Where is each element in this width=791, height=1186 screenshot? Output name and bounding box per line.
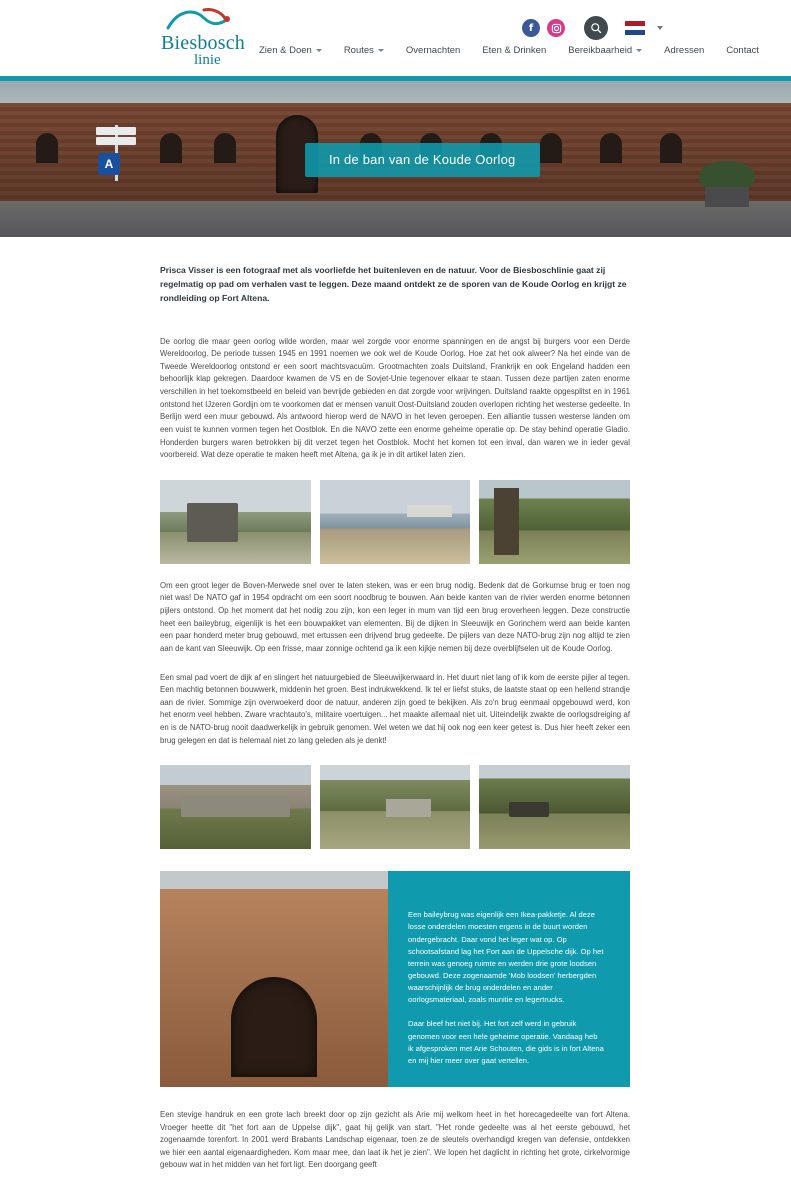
language-chevron-down-icon[interactable]	[657, 26, 663, 30]
article-paragraph-3: Een smal pad voert de dijk af en slingert het natuurgebied de Sleeuwijkerwaard in. Het duurt niet lang of ik kom de eerste pijler al tegen. Een machtig betonnen bouwwerk, middenin het groen. Best indrukwekkend. Ik tel er liefst stuks, de laatste staat op een hellend strandje aan de rivier. Sommige zijn overwoekerd door de natuur, anderen zijn goed te bekijken. Als zo'n brug eenmaal opgebouwd werd, kon het enorm veel hebben. Zware vrachtauto's, militaire voertuigen... het maakte allemaal niet uit. Uiteindelijk zwakte de oorlogsdreiging af en is de NATO-brug nooit daadwerkelijk in gebruik genomen. Wel weten we dat hij ook nog een keer getest is. Dus hier heeft zeker een brug gelegen en dat is helemaal niet zo lang geleden als je denkt!	[160, 672, 630, 745]
hero-window	[540, 133, 562, 163]
signpost-plate	[96, 127, 136, 135]
search-button[interactable]	[584, 16, 608, 40]
article-closing-paragraph: Een stevige handruk en een grote lach breekt door op zijn gezicht als Arie mij welkom heet in het horecagedeelte van fort Altena. Vroeger heette dit "het fort aan de Uppelse dijk", gaat hij gelijk van start. "Het ronde gedeelte was al het eerste gebouwd, het zogenaamde torenfort. In 2001 werd Brabants Landschap eigenaar, toen ze de sleutels overhandigd kregen van defensie, ontdekken we hier een aantal eigenaardigheden. Kom maar mee, dan laat ik het je zien". We lopen het daglicht in richting het grote, cirkelvormige gebouw wat in het midden van het fort ligt. Een doorgang geeft	[160, 1109, 630, 1170]
photo-sky	[160, 871, 388, 889]
photo-row-2	[160, 765, 630, 849]
nav-label: Overnachten	[405, 45, 461, 56]
nav-item-overnachten[interactable]	[395, 41, 471, 60]
instagram-icon[interactable]	[547, 19, 565, 37]
site-header	[0, 0, 791, 76]
main-navigation	[248, 41, 770, 60]
logo-text-secondary: linie	[194, 52, 221, 68]
site-logo[interactable]	[148, 6, 258, 72]
signpost-plate	[96, 137, 136, 145]
search-icon	[590, 22, 602, 34]
nav-label: Zien & Doen	[259, 45, 312, 56]
highlight-text	[388, 871, 630, 1087]
hero-banner	[0, 81, 791, 237]
photo-nato-remains	[479, 765, 630, 849]
signpost-letter: A	[98, 153, 120, 175]
photo-fort-altena-entrance	[160, 871, 388, 1087]
highlight-paragraph-1: Een baileybrug was eigenlijk een Ikea-pakketje. Al deze losse onderdelen moesten ergens in de buurt worden ondergebracht. Daar vond het leger wat op. Op schootsafstand lag het Fort aan de Uppelsche dijk. Op het terrein was genoeg ruimte en werden drie grote loodsen gebouwd. Deze zogenaamde 'Mob loodsen' herbergden waarschijnlijk de brug onderdelen en ander oorlogsmateriaal, zoals munitie en legertrucks.	[408, 910, 604, 1005]
nav-label: Adressen	[664, 45, 705, 56]
highlight-paragraph-2: Daar bleef het niet bij. Het fort zelf werd in gebruik genomen voor een hele geheime operatie. Vandaag heb ik afgesproken met Arie Schouten, die gids is in fort Altena en mij hier meer over gaat vertellen.	[408, 1019, 604, 1065]
header-utilities	[522, 16, 663, 40]
photo-pillar-trees	[479, 480, 630, 564]
planter-pot	[705, 187, 749, 207]
article-content	[0, 263, 791, 1186]
hero-ground	[0, 201, 791, 237]
photo-concrete-pier	[160, 765, 311, 849]
hero-window	[660, 133, 682, 163]
hero-signpost	[94, 125, 138, 181]
nav-label: Bereikbaarheid	[568, 45, 633, 56]
page-title: In de ban van de Koude Oorlog	[305, 143, 540, 177]
photo-path-forest	[320, 765, 471, 849]
highlight-panel	[160, 871, 630, 1087]
article-paragraph-2: Om een groot leger de Boven-Merwede snel over te laten steken, was er een brug nodig. Bedenk dat de Gorkumse brug er toen nog niet was! De NATO gaf in 1954 opdracht om een soort noodbrug te bouwen. Aan beide kanten van de rivier werden enorme betonnen pijlers ontstond. Op het moment dat het nodig zou zijn, kon een leger in mum van tijd een brug eroverheen leggen. Deze constructie heet een baileybrug, eigenlijk is het een bouwpakket van elementen. Bij de dijken in Sleeuwijk en Gorinchem werd aan beide kanten een paar honderd meter brug gebouwd, met ertussen een drijvend brug gedeelte. De pijlers van deze NATO-brug zijn nog altijd te zien aan de kant van Sleeuwijk. Op een frisse, maar zonnige ochtend ga ik een kijkje nemen bij deze overblijfselen uit de Koude Oorlog.	[160, 580, 630, 653]
chevron-down-icon	[316, 49, 322, 52]
hero-window	[214, 133, 236, 163]
nav-item-routes[interactable]	[333, 41, 395, 60]
article-intro: Prisca Visser is een fotograaf met als voorliefde het buitenleven en de natuur. Voor de Biesboschlinie gaat zij regelmatig op pad om verhalen vast te leggen. Deze maand ontdekt ze de sporen van de Koude Oorlog en krijgt ze rondleiding op Fort Altena.	[160, 265, 627, 304]
logo-text-primary: Biesbosch	[160, 32, 246, 54]
nav-label: Eten & Drinken	[482, 45, 547, 56]
facebook-icon[interactable]: f	[522, 19, 540, 37]
nav-item-zien-doen[interactable]	[248, 41, 333, 60]
photo-bunker-landscape	[160, 480, 311, 564]
chevron-down-icon	[636, 49, 642, 52]
photo-arch	[231, 977, 317, 1077]
photo-river-boat	[320, 480, 471, 564]
dutch-flag-icon[interactable]	[625, 21, 645, 35]
chevron-down-icon	[378, 49, 384, 52]
hero-window	[600, 133, 622, 163]
nav-item-adressen[interactable]	[653, 41, 715, 60]
bird-swoosh-icon	[148, 6, 258, 32]
nav-label: Contact	[726, 45, 760, 56]
nav-label: Routes	[343, 45, 374, 56]
hero-window	[36, 133, 58, 163]
nav-item-bereikbaarheid[interactable]	[557, 41, 653, 60]
nav-item-contact[interactable]	[715, 41, 770, 60]
article-paragraph-1: De oorlog die maar geen oorlog wilde worden, maar wel zorgde voor enorme spanningen en de angst bij burgers voor een Derde Wereldoorlog. De periode tussen 1945 en 1991 noemen we ook wel de Koude Oorlog. Hoe zat het ook alweer? Na het einde van de Tweede Wereldoorlog ontstond er een soort machtsvacuüm. Grootmachten zoals Duitsland, Frankrijk en ook Engeland hadden een behoorlijk klap gekregen. Daardoor kwamen de VS en de Sovjet-Unie tegenover elkaar te staan. Tussen deze partijen zaten enorme verschillen in het toekomstbeeld en beleid van bevrijde gebieden en dat zorgde voor wrijvingen. Duitsland raakte opgesplitst en in 1961 ontstond het IJzeren Gordijn om te voorkomen dat er mensen vanuit Oost-Duitsland zouden overlopen richting het westerse gedeelte. In Berlijn werd een muur gebouwd. Als antwoord hierop werd de NAVO in het leven geroepen. Een alliantie tussen westerse landen om een vuist te kunnen vormen tegen het Oostblok. En die NAVO zette een enorme geheime operatie op. De stay behind operatie Gladio. Honderden burgers waren betrokken bij dit verzet tegen het Oostblok. Mocht het komen tot een inval, dan waren we in ieder geval voorbereid. Wat deze operatie te maken heeft met Altena, ga ik je in dit artikel laten zien.	[160, 336, 630, 460]
nav-item-eten-drinken[interactable]	[471, 41, 557, 60]
hero-planter	[699, 161, 755, 207]
hero-window	[160, 133, 182, 163]
photo-row-1	[160, 480, 630, 564]
